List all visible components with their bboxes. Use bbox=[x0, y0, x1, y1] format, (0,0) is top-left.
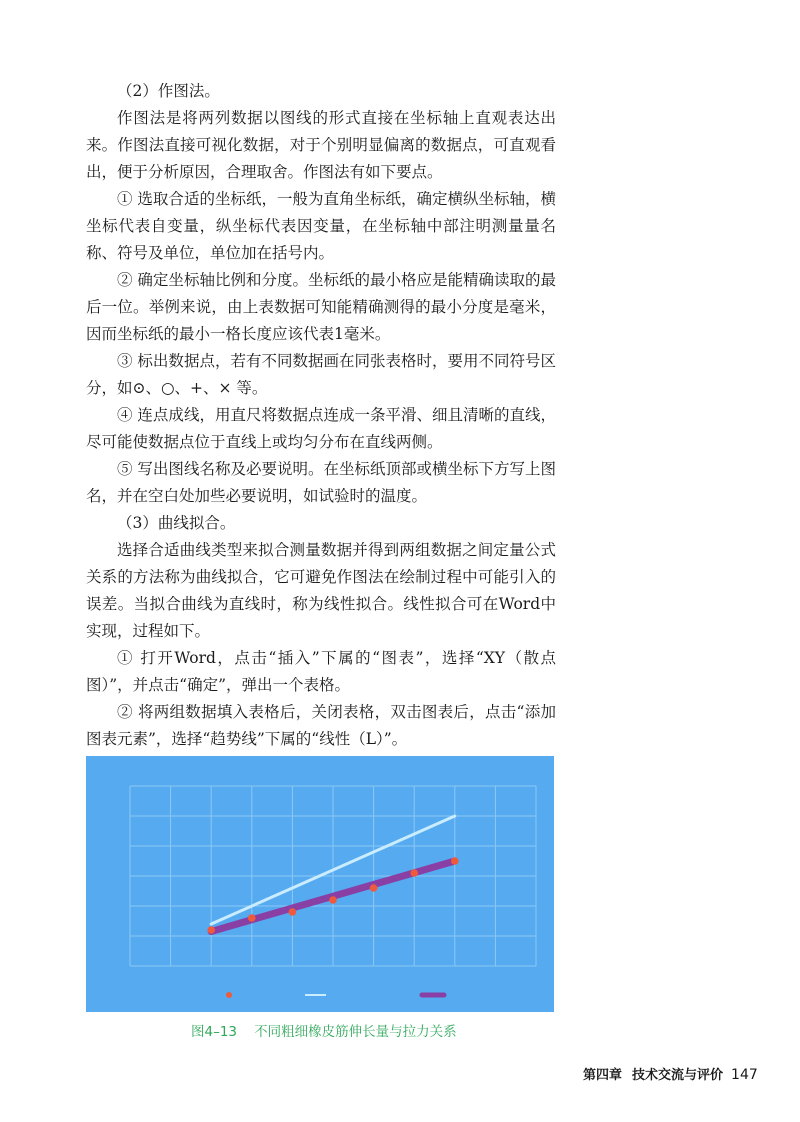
page-footer bbox=[583, 1064, 758, 1083]
data-point bbox=[410, 869, 418, 877]
paragraph: ① 选取合适的坐标纸，一般为直角坐标纸，确定横纵坐标轴，横坐标代表自变量，纵坐标代表因变量，在坐标轴中部注明测量量名称、符号及单位，单位加在括号内。 bbox=[86, 190, 556, 262]
figure-4-13 bbox=[86, 756, 554, 1012]
footer-chapter-title: 技术交流与评价 bbox=[632, 1068, 724, 1083]
legend-marker-points bbox=[226, 992, 232, 998]
data-point bbox=[248, 914, 256, 922]
paragraph: 选择合适曲线类型来拟合测量数据并得到两组数据之间定量公式关系的方法称为曲线拟合，它可避免作图法在绘制过程中可能引入的误差。当拟合曲线为直线时，称为线性拟合。线性拟合可在Word中实现，过程如下。 bbox=[86, 541, 556, 640]
page-number: 147 bbox=[731, 1067, 758, 1083]
data-point bbox=[207, 926, 215, 934]
paragraph: ① 打开Word，点击“插入”下属的“图表”，选择“XY（散点图）”，并点击“确定”，弹出一个表格。 bbox=[86, 649, 556, 694]
data-point bbox=[370, 884, 378, 892]
rubber-band-chart bbox=[86, 756, 554, 1012]
data-point bbox=[289, 908, 297, 916]
paragraph: ③ 标出数据点，若有不同数据画在同张表格时，要用不同符号区分，如⊙、○、+、× 等。 bbox=[86, 352, 556, 397]
paragraph: ④ 连点成线，用直尺将数据点连成一条平滑、细且清晰的直线，尽可能使数据点位于直线上或均匀分布在直线两侧。 bbox=[86, 406, 556, 451]
figure-caption: 图4–13 不同粗细橡皮筋伸长量与拉力关系 bbox=[191, 1024, 457, 1040]
paragraph: （3）曲线拟合。 bbox=[117, 514, 236, 532]
paragraph: （2）作图法。 bbox=[117, 82, 220, 100]
paragraph: ⑤ 写出图线名称及必要说明。在坐标纸顶部或横坐标下方写上图名，并在空白处加些必要说明，如试验时的温度。 bbox=[86, 460, 556, 505]
paragraph: ② 将两组数据填入表格后，关闭表格，双击图表后，点击“添加图表元素”，选择“趋势线”下属的“线性（L）”。 bbox=[86, 703, 556, 748]
footer-chapter: 第四章 bbox=[583, 1068, 623, 1083]
page-body bbox=[86, 78, 556, 753]
paragraph: 作图法是将两列数据以图线的形式直接在坐标轴上直观表达出来。作图法直接可视化数据，对于个别明显偏离的数据点，可直观看出，便于分析原因，合理取舍。作图法有如下要点。 bbox=[86, 109, 556, 181]
data-point bbox=[451, 857, 459, 865]
paragraph: ② 确定坐标轴比例和分度。坐标纸的最小格应是能精确读取的最后一位。举例来说，由上表数据可知能精确测得的最小分度是毫米，因而坐标纸的最小一格长度应该代表1毫米。 bbox=[86, 271, 556, 343]
data-point bbox=[329, 896, 337, 904]
